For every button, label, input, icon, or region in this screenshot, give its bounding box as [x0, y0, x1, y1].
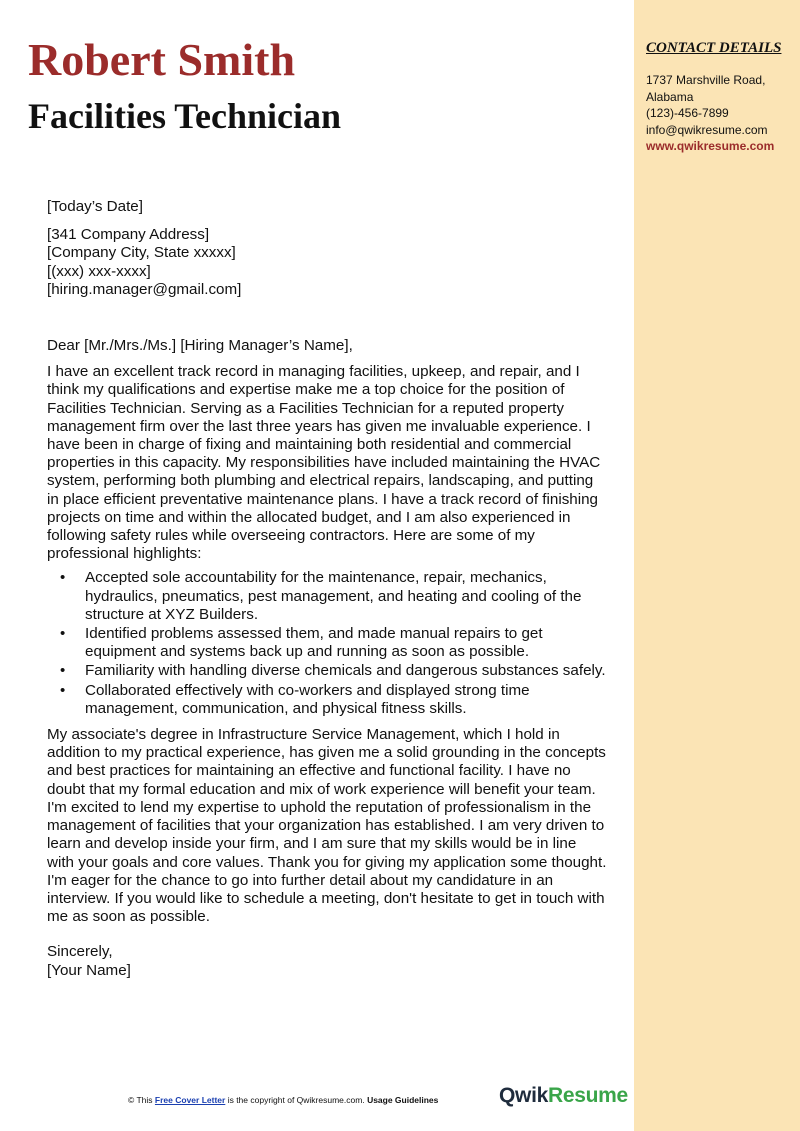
logo-part-qwik: Qwik: [499, 1084, 548, 1107]
bullet-icon: •: [60, 681, 66, 699]
bullet-icon: •: [60, 625, 66, 643]
list-item: [47, 625, 607, 661]
salutation: Dear [Mr./Mrs./Ms.] [Hiring Manager’s Name],: [47, 337, 353, 355]
highlights-list: [47, 569, 607, 718]
company-address: [341 Company Address]: [47, 226, 210, 244]
contact-sidebar: [634, 0, 800, 1131]
signature: [Your Name]: [47, 961, 131, 979]
paragraph-intro: I have an excellent track record in managing facilities, upkeep, and repair, and I think my qualifications and expertise make me a top choice for the position of Facilities Technician. Serving as a Facilities Technician for a reputed property management firm over the last three years has given me invaluable experience. I have been in charge of fixing and maintaining both residential and commercial properties in this capacity. My responsibilities have included maintaining the HVAC system, performing both plumbing and electrical repairs, landscaping, and putting in place efficient preventative maintenance plans. I have a track record of finishing projects on time and within the allocated budget, and I am also experienced in following safety rules while overseeing contractors. Here are some of my professional highlights:: [47, 363, 601, 563]
list-item: [47, 682, 607, 718]
contact-phone: (123)-456-7899: [646, 106, 729, 120]
bullet-icon: •: [60, 569, 66, 587]
paragraph-closing: My associate's degree in Infrastructure Service Management, which I hold in addition to my practical experience, has given me a solid grounding in the concepts and best practices for maintaining an effective and functional facility. I have no doubt that my formal education and mix of work experience will benefit your team. I'm excited to lend my expertise to uphold the reputation of professionalism in the management of facilities that your organization has established. I am very driven to learn and develop inside your firm, and I am sure that my skills would be in line with your goals and core values. Thank you for giving my application some thought. I'm eager for the chance to go into further detail about my candidature in an interview. If you would like to schedule a meeting, don't hesitate to get in touch with me as soon as possible.: [47, 726, 607, 926]
applicant-name: Robert Smith: [28, 34, 296, 85]
copyright-icon: ©: [128, 1095, 135, 1105]
list-item-text: Accepted sole accountability for the maintenance, repair, mechanics, hydraulics, pneumatics, pest management, and heating and cooling of the structure at XYZ Builders.: [85, 569, 582, 623]
job-title: Facilities Technician: [28, 96, 342, 136]
contact-website-link[interactable]: www.qwikresume.com: [646, 139, 775, 153]
footer-copyright: [128, 1095, 438, 1105]
list-item: [47, 662, 607, 680]
list-item-text: Collaborated effectively with co-workers and displayed strong time management, communication, and physical fitness skills.: [85, 681, 530, 717]
free-cover-letter-link[interactable]: Free Cover Letter: [154, 1095, 226, 1105]
letter-date: [Today’s Date]: [47, 198, 143, 215]
company-email: [hiring.manager@gmail.com]: [47, 280, 242, 298]
footer-middle: is the copyright of Qwikresume.com.: [227, 1095, 365, 1105]
company-phone: [(xxx) xxx-xxxx]: [47, 262, 151, 280]
contact-details: [646, 72, 794, 155]
closing: Sincerely,: [47, 943, 113, 961]
list-item-text: Identified problems assessed them, and made manual repairs to get equipment and systems back up and running as soon as possible.: [85, 625, 543, 661]
qwikresume-logo[interactable]: [499, 1084, 628, 1108]
contact-address-line2: Alabama: [646, 89, 694, 104]
usage-guidelines-link[interactable]: Usage Guidelines: [367, 1095, 439, 1105]
logo-part-resume: Resume: [547, 1084, 628, 1107]
letter-body: [47, 198, 607, 980]
footer-prefix: This: [136, 1095, 153, 1105]
contact-heading: CONTACT DETAILS: [646, 40, 782, 56]
bullet-icon: •: [60, 662, 66, 680]
contact-address-line1: 1737 Marshville Road,: [646, 73, 766, 87]
company-city: [Company City, State xxxxx]: [47, 244, 236, 262]
list-item: [47, 569, 607, 624]
contact-email[interactable]: info@qwikresume.com: [646, 122, 768, 137]
list-item-text: Familiarity with handling diverse chemicals and dangerous substances safely.: [85, 662, 606, 680]
